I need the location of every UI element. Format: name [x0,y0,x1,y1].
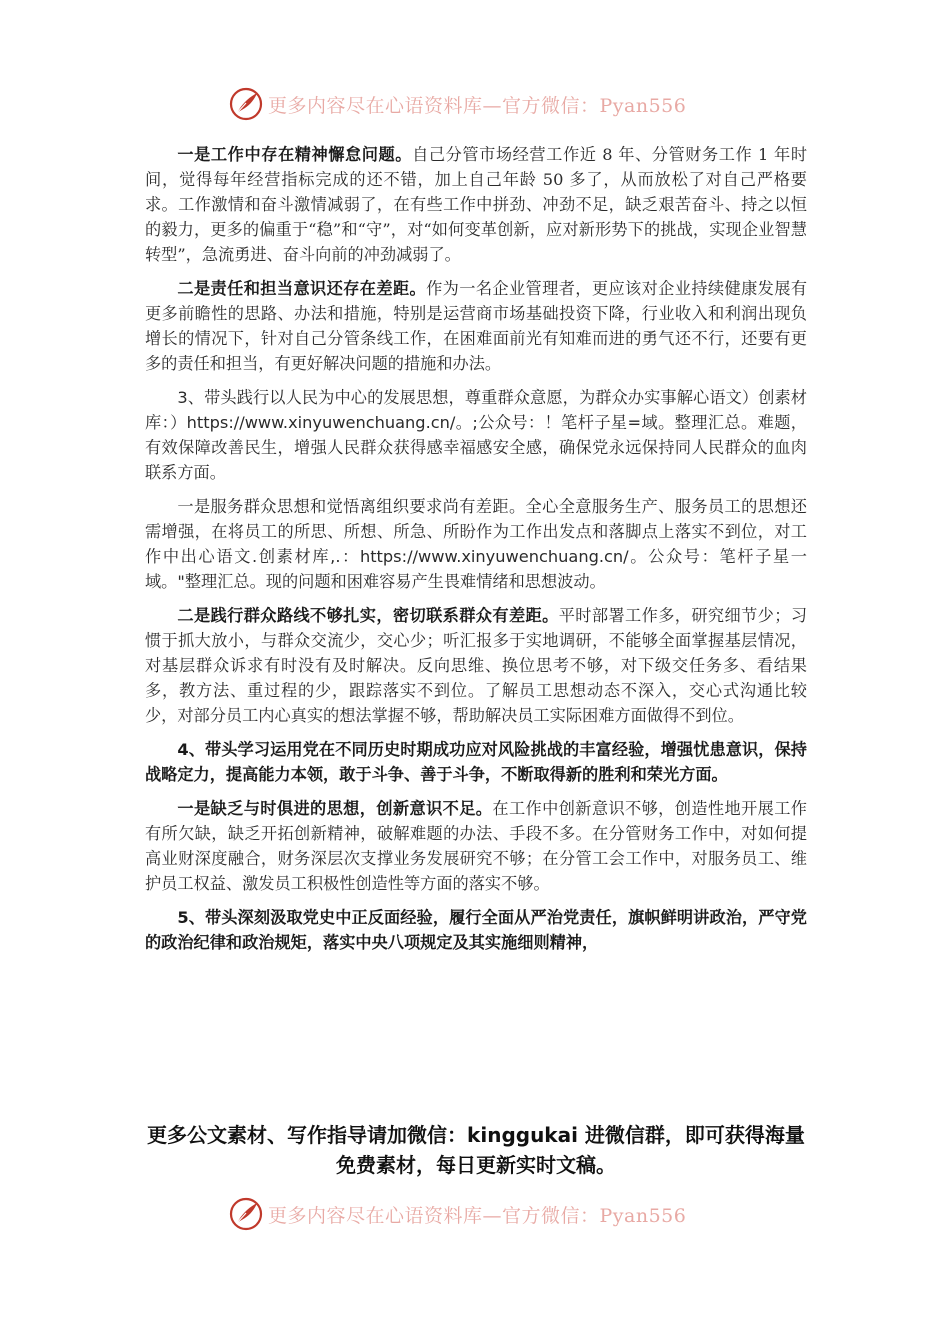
body-content [145,142,807,964]
feather-pen-logo-icon [228,1196,264,1232]
paragraph-1-body: 自己分管市场经营工作近 8 年、分管财务工作 1 年时间，觉得每年经营指标完成的还不错，加上自己年龄 50 多了，从而放松了对自己严格要求。工作激情和奋斗激情减弱了，在有些工作中拼劲、冲劲不足，缺乏艰苦奋斗、持之以恒的毅力，更多的偏重于“稳”和“守”，对“如何变革创新，应对新形势下的挑战，实现企业智慧转型”，急流勇进、奋斗向前的冲劲减弱了。 [145,145,808,264]
footer-banner-text: 更多内容尽在心语资料库—官方微信：Pyan556 [268,1204,687,1227]
header-banner [228,86,686,122]
header-banner-text: 更多内容尽在心语资料库—官方微信：Pyan556 [268,94,687,117]
paragraph-5-body: 平时部署工作多，研究细节少；习惯于抓大放小，与群众交流少，交心少；听汇报多于实地调研，不能够全面掌握基层情况，对基层群众诉求有时没有及时解决。反向思维、换位思考不够，对下级交任务多、看结果多，教方法、重过程的少，跟踪落实不到位。了解员工思想动态不深入，交心式沟通比较少，对部分员工内心真实的想法掌握不够，帮助解决员工实际困难方面做得不到位。 [145,606,808,725]
paragraph-7-body: 在工作中创新意识不够，创造性地开展工作有所欠缺，缺乏开拓创新精神，破解难题的办法、手段不多。在分管财务工作中，对如何提高业财深度融合，财务深层次支撑业务发展研究不够；在分管工会工作中，对服务员工、维护员工权益、激发员工积极性创造性等方面的落实不够。 [145,799,807,893]
paragraph-1 [145,142,807,267]
paragraph-3: 3、带头践行以人民为中心的发展思想，尊重群众意愿，为群众办实事解心语文）创素材库：）https://www.xinyuwenchuang.cn/。;公众号：！笔杆子星=域。整理汇总。难题，有效保障改善民生，增强人民群众获得感幸福感安全感，确保党永远保持同人民群众的血肉联系方面。 [145,388,807,482]
paragraph-4: 一是服务群众思想和觉悟离组织要求尚有差距。全心全意服务生产、服务员工的思想还需增强，在将员工的所思、所想、所急、所盼作为工作出发点和落脚点上落实不到位，对工作中出心语文.创素材库,.：https://www.xinyuwenchuang.cn/。公众号：笔杆子星一域。"整理汇总。现的问题和困难容易产生畏难情绪和思想波动。 [145,497,807,591]
feather-pen-logo-icon [228,86,264,122]
paragraph-7 [145,796,807,896]
wechat-notice: 更多公文素材、写作指导请加微信：kinggukai 进微信群，即可获得海量免费素材，每日更新实时文稿。 [147,1123,805,1177]
footer-banner [228,1196,686,1232]
paragraph-7-lead: 一是缺乏与时俱进的思想，创新意识不足。 [177,799,493,818]
section-heading-5: 5、带头深刻汲取党史中正反面经验，履行全面从严治党责任，旗帜鲜明讲政治，严守党的政治纪律和政治规矩，落实中央八项规定及其实施细则精神， [145,908,807,952]
paragraph-2 [145,276,807,376]
paragraph-5 [145,603,807,728]
paragraph-2-body: 作为一名企业管理者，更应该对企业持续健康发展有更多前瞻性的思路、办法和措施，特别是运营商市场基础投资下降，行业收入和利润出现负增长的情况下，针对自己分管条线工作，在困难面前光有知难而进的勇气还不行，还要有更多的责任和担当，有更好解决问题的措施和办法。 [145,279,808,373]
paragraph-2-lead: 二是责任和担当意识还存在差距。 [177,279,427,298]
paragraph-5-lead: 二是践行群众路线不够扎实，密切联系群众有差距。 [177,606,559,625]
section-heading-4: 4、带头学习运用党在不同历史时期成功应对风险挑战的丰富经验，增强忧患意识，保持战略定力，提高能力本领，敢于斗争、善于斗争，不断取得新的胜利和荣光方面。 [145,740,807,784]
paragraph-1-lead: 一是工作中存在精神懈怠问题。 [177,145,413,164]
